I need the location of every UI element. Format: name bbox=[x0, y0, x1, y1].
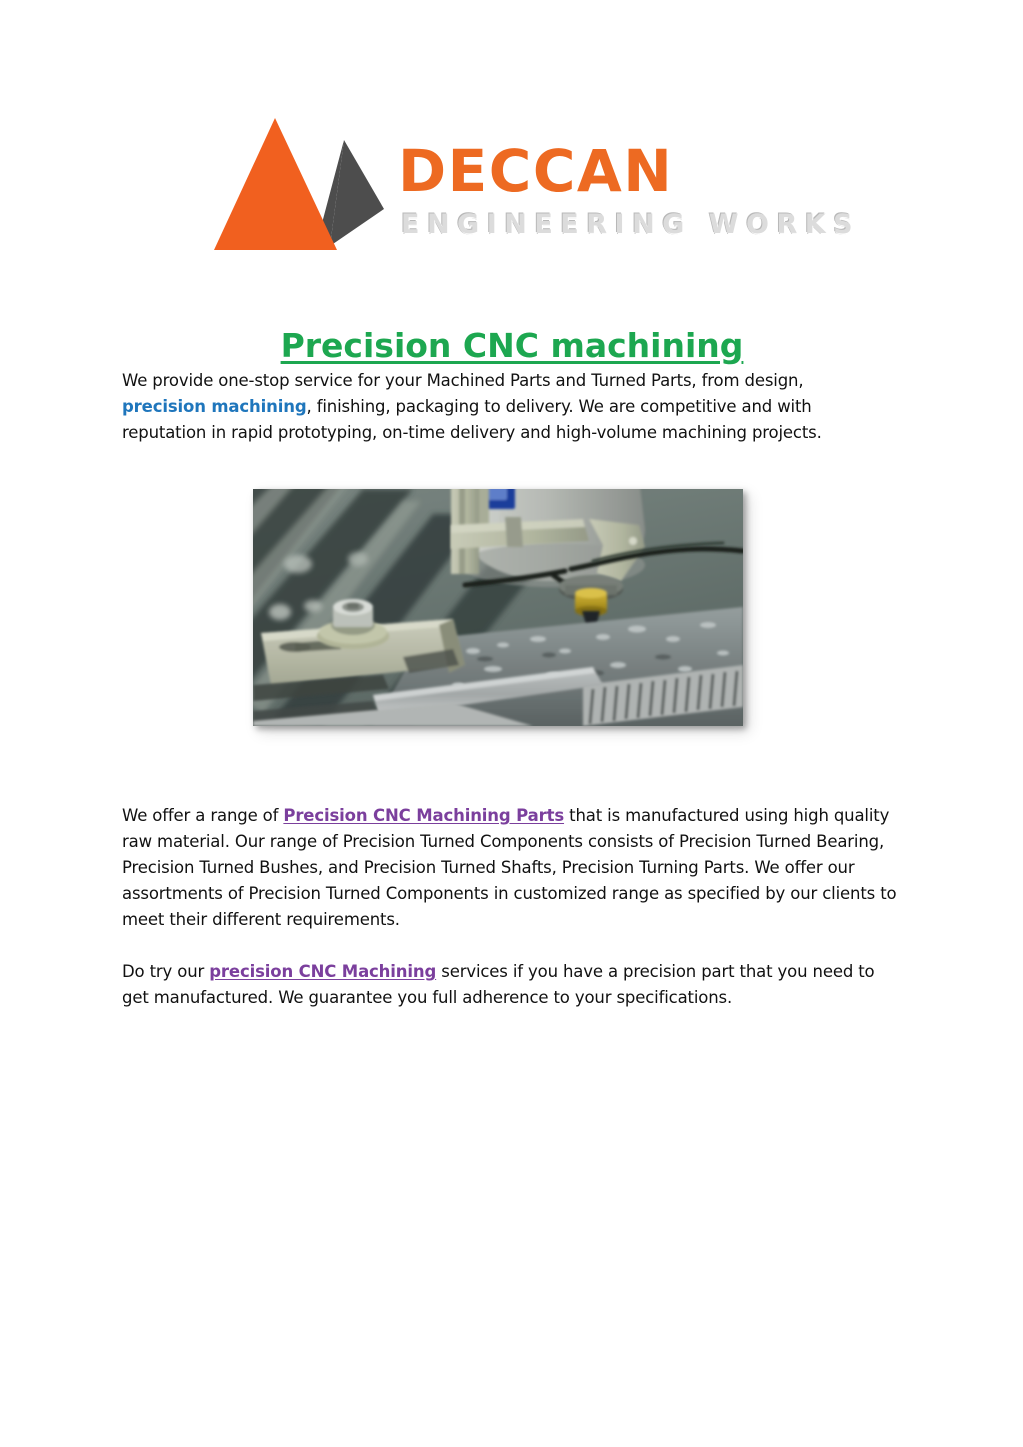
page-title bbox=[122, 326, 902, 366]
paragraph-cta bbox=[122, 959, 897, 1011]
link-precision-cnc-machining[interactable]: precision CNC Machining bbox=[209, 962, 437, 981]
paragraph-range-text-2: that is manufactured using high quality raw material. Our range of Precision Turned Components consists of Precision Turned Bearing, Precision Turned Bushes, and Precision Turned Shafts, Precision Turning Parts. We offer our assortments of Precision Turned Components in customized range as specified by our clients to meet their different requirements. bbox=[122, 806, 897, 929]
paragraph-intro-text-1: We provide one-stop service for your Machined Parts and Turned Parts, from design, bbox=[122, 371, 804, 390]
logo-company-name: DECCAN bbox=[398, 137, 674, 205]
paragraph-cta-text-1: Do try our bbox=[122, 962, 210, 981]
logo-tagline: ENGINEERING WORKS bbox=[401, 209, 861, 240]
cnc-machine-photo-image bbox=[253, 489, 743, 726]
paragraph-range bbox=[122, 803, 897, 933]
paragraph-spacer bbox=[122, 933, 897, 959]
paragraph-intro bbox=[122, 368, 852, 446]
cnc-machine-photo bbox=[253, 489, 743, 726]
paragraph-cta-text-2: services if you have a precision part that you need to get manufactured. We guarantee you full adherence to your specifications. bbox=[122, 962, 875, 1007]
company-logo bbox=[213, 114, 861, 260]
link-precision-cnc-machining-parts[interactable]: Precision CNC Machining Parts bbox=[283, 806, 565, 825]
page-title-text: Precision CNC machining bbox=[280, 326, 744, 366]
deccan-logo-mark-icon bbox=[213, 114, 385, 260]
paragraph-range-text-1: We offer a range of bbox=[122, 806, 284, 825]
link-precision-machining[interactable]: precision machining bbox=[122, 397, 307, 416]
paragraph-intro-text-2: , finishing, packaging to delivery. We are competitive and with reputation in rapid prototyping, on-time delivery and high-volume machining projects. bbox=[122, 397, 822, 442]
logo-wordmark bbox=[398, 137, 861, 260]
